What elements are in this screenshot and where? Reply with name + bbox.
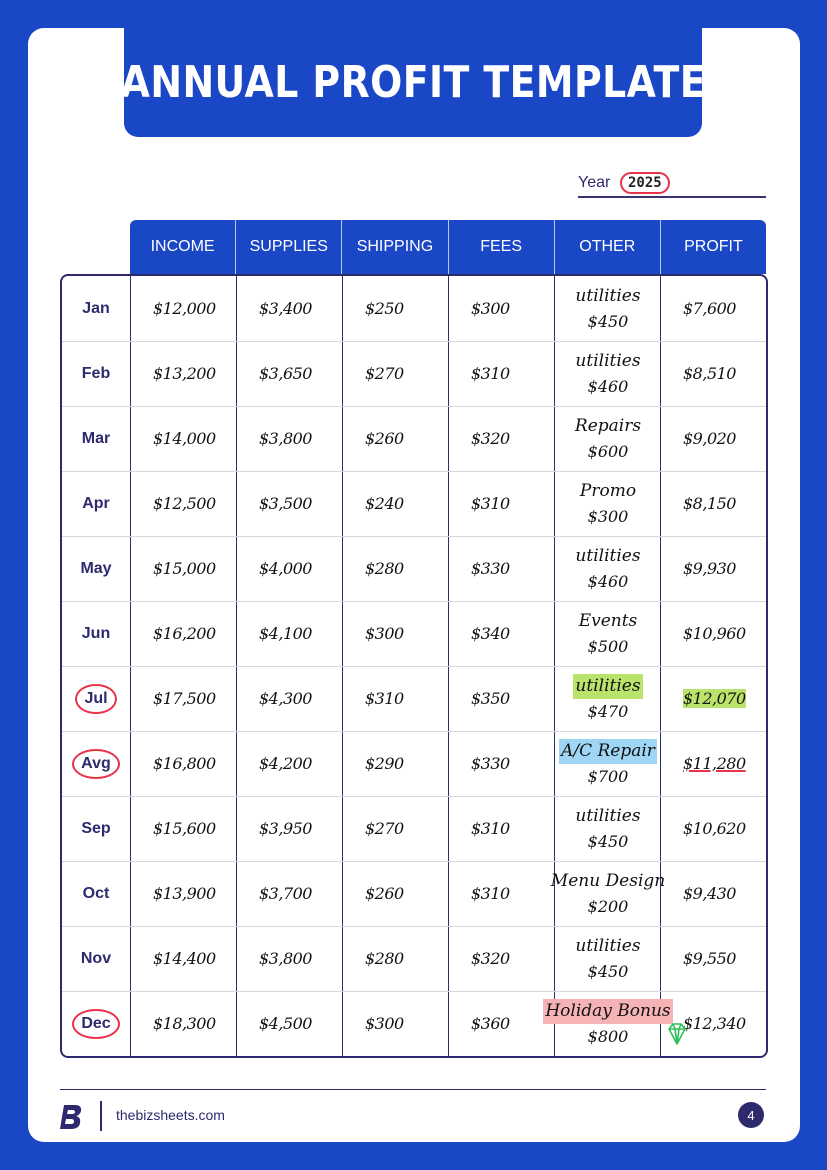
income-cell: $14,400: [153, 949, 216, 968]
other-cell: [545, 991, 671, 1056]
table-row: [62, 276, 766, 342]
table-row: [62, 601, 766, 667]
other-amount: $460: [587, 376, 629, 396]
other-cell: [555, 666, 661, 731]
other-label: utilities: [575, 285, 641, 306]
income-cell: $18,300: [153, 1014, 216, 1033]
shipping-cell: $260: [365, 884, 404, 903]
fees-cell: $320: [471, 429, 510, 448]
shipping-cell: $300: [365, 624, 404, 643]
table-row: [62, 926, 766, 992]
diamond-icon: [664, 1021, 690, 1047]
other-cell: [555, 731, 661, 796]
month-label: Jan: [82, 299, 110, 317]
supplies-cell: $3,950: [259, 819, 312, 838]
table-row: [62, 666, 766, 732]
other-label: utilities: [575, 545, 641, 566]
profit-cell: [661, 276, 767, 341]
year-value: 2025: [620, 172, 670, 194]
table-header: [130, 220, 766, 274]
income-cell: $13,200: [153, 364, 216, 383]
supplies-cell: $3,400: [259, 299, 312, 318]
income-cell: $15,000: [153, 559, 216, 578]
month-label: May: [80, 559, 112, 577]
profit-value: $9,430: [683, 884, 736, 903]
month-cell: [62, 926, 130, 991]
other-label: utilities: [573, 674, 642, 699]
month-label: Feb: [81, 364, 111, 382]
supplies-cell: $3,500: [259, 494, 312, 513]
profit-cell: [661, 861, 767, 926]
bizsheets-logo-icon: [60, 1103, 84, 1131]
header-income: INCOME: [130, 220, 236, 274]
month-cell: [62, 471, 130, 536]
other-amount: $450: [587, 831, 629, 851]
table-row: [62, 406, 766, 472]
other-cell: [555, 796, 661, 861]
other-label: utilities: [575, 935, 641, 956]
profit-value: $9,020: [683, 429, 736, 448]
other-cell: [550, 861, 666, 926]
other-label: Holiday Bonus: [543, 999, 672, 1024]
month-cell: [62, 991, 130, 1056]
fees-cell: $330: [471, 559, 510, 578]
other-label: Promo: [579, 480, 637, 501]
other-label: Repairs: [574, 415, 642, 436]
header-shipping: SHIPPING: [342, 220, 448, 274]
other-cell: [555, 276, 661, 341]
other-amount: $450: [587, 311, 629, 331]
other-label: Events: [578, 610, 638, 631]
supplies-cell: $4,300: [259, 689, 312, 708]
month-cell: [62, 861, 130, 926]
income-cell: $12,000: [153, 299, 216, 318]
month-label: Oct: [82, 884, 110, 902]
other-amount: $500: [587, 636, 629, 656]
page-number: 4: [738, 1102, 764, 1128]
income-cell: $17,500: [153, 689, 216, 708]
month-label: Nov: [80, 949, 112, 967]
other-cell: [555, 536, 661, 601]
profit-cell: [661, 406, 767, 471]
fees-cell: $320: [471, 949, 510, 968]
template-page: [28, 28, 800, 1142]
other-amount: $800: [587, 1026, 629, 1046]
profit-value: $8,510: [683, 364, 736, 383]
month-cell: [62, 406, 130, 471]
profit-value: $10,960: [683, 624, 746, 643]
page-title: ANNUAL PROFIT TEMPLATE: [120, 57, 706, 108]
profit-value: $11,280: [683, 754, 746, 773]
profit-cell: [661, 731, 767, 796]
supplies-cell: $4,200: [259, 754, 312, 773]
shipping-cell: $290: [365, 754, 404, 773]
other-amount: $700: [587, 766, 629, 786]
profit-value: $9,930: [683, 559, 736, 578]
profit-value: $9,550: [683, 949, 736, 968]
other-cell: [555, 926, 661, 991]
month-label: Dec: [72, 1009, 119, 1039]
footer-url[interactable]: thebizsheets.com: [116, 1107, 225, 1123]
shipping-cell: $280: [365, 949, 404, 968]
profit-cell: [661, 666, 767, 731]
title-banner: [120, 28, 706, 137]
month-label: Avg: [72, 749, 120, 779]
fees-cell: $330: [471, 754, 510, 773]
shipping-cell: $240: [365, 494, 404, 513]
fees-cell: $310: [471, 494, 510, 513]
profit-value: $12,340: [683, 1014, 746, 1033]
month-label: Mar: [81, 429, 111, 447]
header-supplies: SUPPLIES: [236, 220, 342, 274]
supplies-cell: $3,650: [259, 364, 312, 383]
footer-divider: [60, 1089, 766, 1090]
month-label: Jun: [81, 624, 111, 642]
month-cell: [62, 666, 130, 731]
other-amount: $600: [587, 441, 629, 461]
fees-cell: $310: [471, 364, 510, 383]
fees-cell: $300: [471, 299, 510, 318]
profit-value: $8,150: [683, 494, 736, 513]
other-amount: $300: [587, 506, 629, 526]
profit-cell: [661, 536, 767, 601]
table-row: [62, 536, 766, 602]
other-cell: [555, 341, 661, 406]
shipping-cell: $270: [365, 364, 404, 383]
supplies-cell: $3,700: [259, 884, 312, 903]
income-cell: $13,900: [153, 884, 216, 903]
fees-cell: $360: [471, 1014, 510, 1033]
fees-cell: $310: [471, 819, 510, 838]
income-cell: $14,000: [153, 429, 216, 448]
footer-separator: [100, 1101, 102, 1131]
month-cell: [62, 796, 130, 861]
fees-cell: $350: [471, 689, 510, 708]
profit-cell: [661, 926, 767, 991]
profit-cell: [661, 601, 767, 666]
year-field: [578, 172, 766, 198]
table-row: [62, 341, 766, 407]
header-fees: FEES: [449, 220, 555, 274]
income-cell: $15,600: [153, 819, 216, 838]
table-row: [62, 731, 766, 797]
other-label: Menu Design: [550, 870, 666, 891]
other-amount: $470: [587, 701, 629, 721]
shipping-cell: $310: [365, 689, 404, 708]
other-cell: [555, 601, 661, 666]
shipping-cell: $260: [365, 429, 404, 448]
income-cell: $12,500: [153, 494, 216, 513]
income-cell: $16,200: [153, 624, 216, 643]
profit-table: [60, 274, 768, 1058]
shipping-cell: $270: [365, 819, 404, 838]
fees-cell: $310: [471, 884, 510, 903]
header-profit: PROFIT: [684, 238, 743, 255]
other-label: utilities: [575, 350, 641, 371]
supplies-cell: $3,800: [259, 949, 312, 968]
month-label: Apr: [82, 494, 110, 512]
other-cell: [555, 471, 661, 536]
month-cell: [62, 276, 130, 341]
other-label: utilities: [575, 805, 641, 826]
shipping-cell: $250: [365, 299, 404, 318]
month-cell: [62, 731, 130, 796]
table-row: [62, 471, 766, 537]
shipping-cell: $280: [365, 559, 404, 578]
income-cell: $16,800: [153, 754, 216, 773]
supplies-cell: $4,500: [259, 1014, 312, 1033]
year-label: Year: [578, 174, 611, 191]
other-amount: $200: [587, 896, 629, 916]
month-label: Sep: [81, 819, 111, 837]
fees-cell: $340: [471, 624, 510, 643]
table-row: [62, 991, 766, 1056]
month-cell: [62, 341, 130, 406]
table-row: [62, 861, 766, 927]
table-row: [62, 796, 766, 862]
other-cell: [555, 406, 661, 471]
profit-cell: [661, 341, 767, 406]
profit-value: $10,620: [683, 819, 746, 838]
profit-cell: [661, 471, 767, 536]
shipping-cell: $300: [365, 1014, 404, 1033]
other-label: A/C Repair: [559, 739, 657, 764]
supplies-cell: $4,000: [259, 559, 312, 578]
month-cell: [62, 601, 130, 666]
supplies-cell: $4,100: [259, 624, 312, 643]
profit-value: $12,070: [683, 689, 746, 708]
supplies-cell: $3,800: [259, 429, 312, 448]
other-amount: $460: [587, 571, 629, 591]
profit-value: $7,600: [683, 299, 736, 318]
month-cell: [62, 536, 130, 601]
other-amount: $450: [587, 961, 629, 981]
profit-cell: [661, 796, 767, 861]
month-label: Jul: [75, 684, 116, 714]
header-other: OTHER: [555, 220, 661, 274]
